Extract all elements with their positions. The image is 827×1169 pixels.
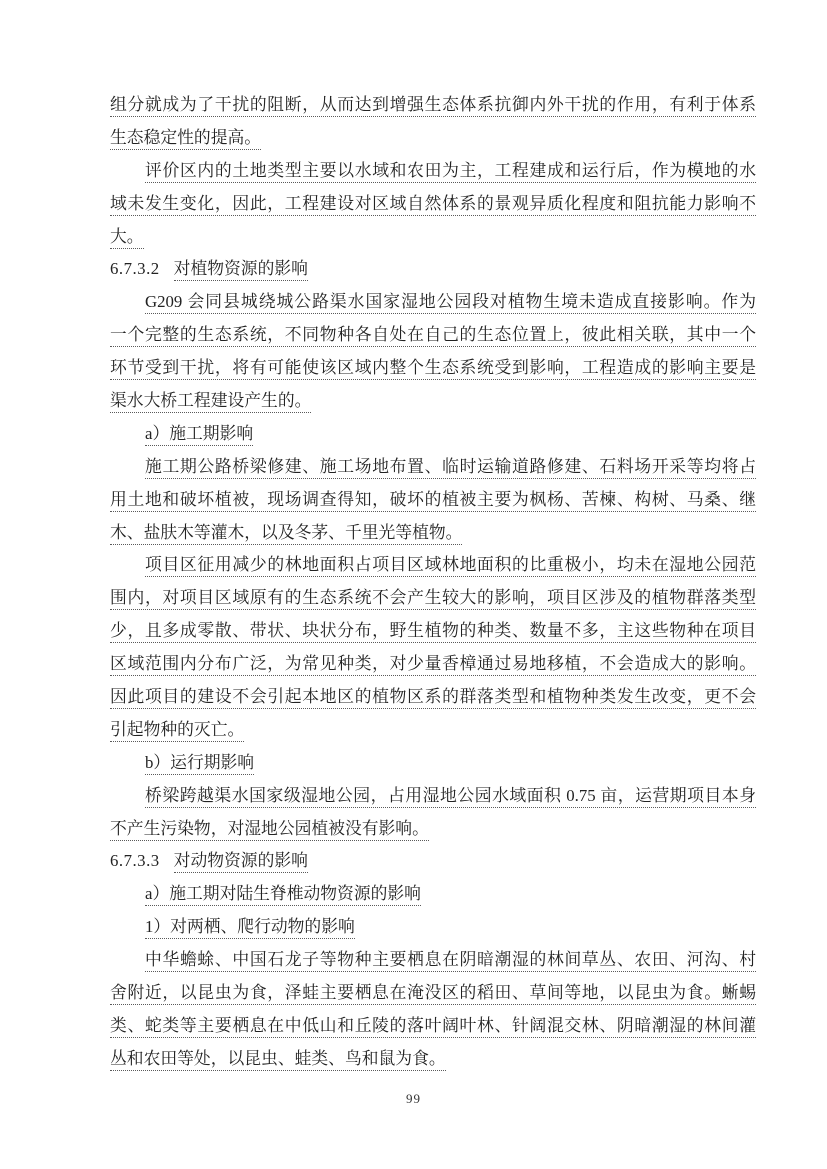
document-body xyxy=(110,89,756,1076)
underlined-text: 项目区征用减少的林地面积占项目区域林地面积的比重极小，均未在湿地公园范 xyxy=(145,555,756,577)
paragraph-line xyxy=(110,681,756,714)
section-heading xyxy=(110,253,756,286)
underlined-text: 围内，对项目区域原有的生态系统不会产生较大的影响，项目区涉及的植物群落类型 xyxy=(110,588,756,610)
section-number: 6.7.3.3 xyxy=(110,851,160,871)
paragraph-line xyxy=(110,1010,756,1043)
paragraph-line xyxy=(110,319,756,352)
section-heading xyxy=(110,845,756,878)
underlined-text: 少，且多成零散、带状、块状分布，野生植物的种类、数量不多，主这些物种在项目 xyxy=(110,621,756,643)
paragraph-line xyxy=(110,122,756,155)
paragraph-line xyxy=(110,582,756,615)
paragraph-line xyxy=(110,286,756,319)
underlined-text: 区域范围内分布广泛，为常见种类，对少量香樟通过易地移植，不会造成大的影响。 xyxy=(110,654,756,676)
underlined-text: a）施工期对陆生脊椎动物资源的影响 xyxy=(145,884,421,906)
underlined-text: 一个完整的生态系统，不同物种各自处在自己的生态位置上，彼此相关联，其中一个 xyxy=(110,325,756,347)
paragraph-line xyxy=(110,549,756,582)
section-number: 6.7.3.2 xyxy=(110,259,160,279)
underlined-text: G209 会同县城绕城公路渠水国家湿地公园段对植物生境未造成直接影响。作为 xyxy=(145,292,756,314)
underlined-text: 类、蛇类等主要栖息在中低山和丘陵的落叶阔叶林、针阔混交林、阴暗潮湿的林间灌 xyxy=(110,1016,756,1038)
underlined-text: 生态稳定性的提高。 xyxy=(110,128,261,150)
paragraph-line xyxy=(110,615,756,648)
paragraph-line xyxy=(110,977,756,1010)
paragraph-line xyxy=(110,1043,756,1076)
underlined-text: 施工期公路桥梁修建、施工场地布置、临时运输道路修建、石料场开采等均将占 xyxy=(145,457,756,479)
underlined-text: 中华蟾蜍、中国石龙子等物种主要栖息在阴暗潮湿的林间草丛、农田、河沟、村 xyxy=(145,950,756,972)
paragraph-line xyxy=(110,188,756,221)
paragraph-line xyxy=(110,714,756,747)
paragraph-line xyxy=(110,155,756,188)
paragraph-line xyxy=(110,89,756,122)
underlined-text: 域未发生变化，因此，工程建设对区域自然体系的景观异质化程度和阻抗能力影响不 xyxy=(110,194,756,216)
paragraph-line xyxy=(110,451,756,484)
section-title: 对动物资源的影响 xyxy=(174,851,308,873)
underlined-text: 桥梁跨越渠水国家级湿地公园，占用湿地公园水域面积 0.75 亩，运营期项目本身 xyxy=(145,786,756,808)
paragraph-line xyxy=(110,648,756,681)
paragraph-line xyxy=(110,385,756,418)
underlined-text: 用土地和破坏植被，现场调查得知，破坏的植被主要为枫杨、苦楝、构树、马桑、继 xyxy=(110,490,756,512)
subsection-heading xyxy=(110,747,756,780)
underlined-text: 舍附近，以昆虫为食，泽蛙主要栖息在淹没区的稻田、草间等地，以昆虫为食。蜥蜴 xyxy=(110,983,756,1005)
underlined-text: 丛和农田等处，以昆虫、蛙类、鸟和鼠为食。 xyxy=(110,1049,446,1071)
section-title: 对植物资源的影响 xyxy=(174,259,308,281)
underlined-text: 不产生污染物，对湿地公园植被没有影响。 xyxy=(110,819,429,841)
underlined-text: 1）对两栖、爬行动物的影响 xyxy=(145,917,355,939)
paragraph-line xyxy=(110,352,756,385)
underlined-text: 因此项目的建设不会引起本地区的植物区系的群落类型和植物种类发生改变，更不会 xyxy=(110,687,756,709)
underlined-text: 渠水大桥工程建设产生的。 xyxy=(110,391,311,413)
underlined-text: 木、盐肤木等灌木，以及冬茅、千里光等植物。 xyxy=(110,523,462,545)
underlined-text: 大。 xyxy=(110,227,144,249)
subsection-heading xyxy=(110,878,756,911)
paragraph-line xyxy=(110,484,756,517)
underlined-text: 引起物种的灭亡。 xyxy=(110,720,244,742)
paragraph-line xyxy=(110,813,756,846)
paragraph-line xyxy=(110,517,756,550)
underlined-text: a）施工期影响 xyxy=(145,424,253,446)
paragraph-line xyxy=(110,221,756,254)
underlined-text: 环节受到干扰，将有可能使该区域内整个生态系统受到影响，工程造成的影响主要是 xyxy=(110,358,756,380)
paragraph-line xyxy=(110,944,756,977)
underlined-text: 评价区内的土地类型主要以水域和农田为主，工程建成和运行后，作为模地的水 xyxy=(145,161,756,183)
underlined-text: 组分就成为了干扰的阻断，从而达到增强生态体系抗御内外干扰的作用，有利于体系 xyxy=(110,95,756,117)
page-number: 99 xyxy=(406,1091,421,1106)
paragraph-line xyxy=(110,780,756,813)
underlined-text: b）运行期影响 xyxy=(145,753,254,775)
subsection-heading xyxy=(110,418,756,451)
subsection-heading xyxy=(110,911,756,944)
